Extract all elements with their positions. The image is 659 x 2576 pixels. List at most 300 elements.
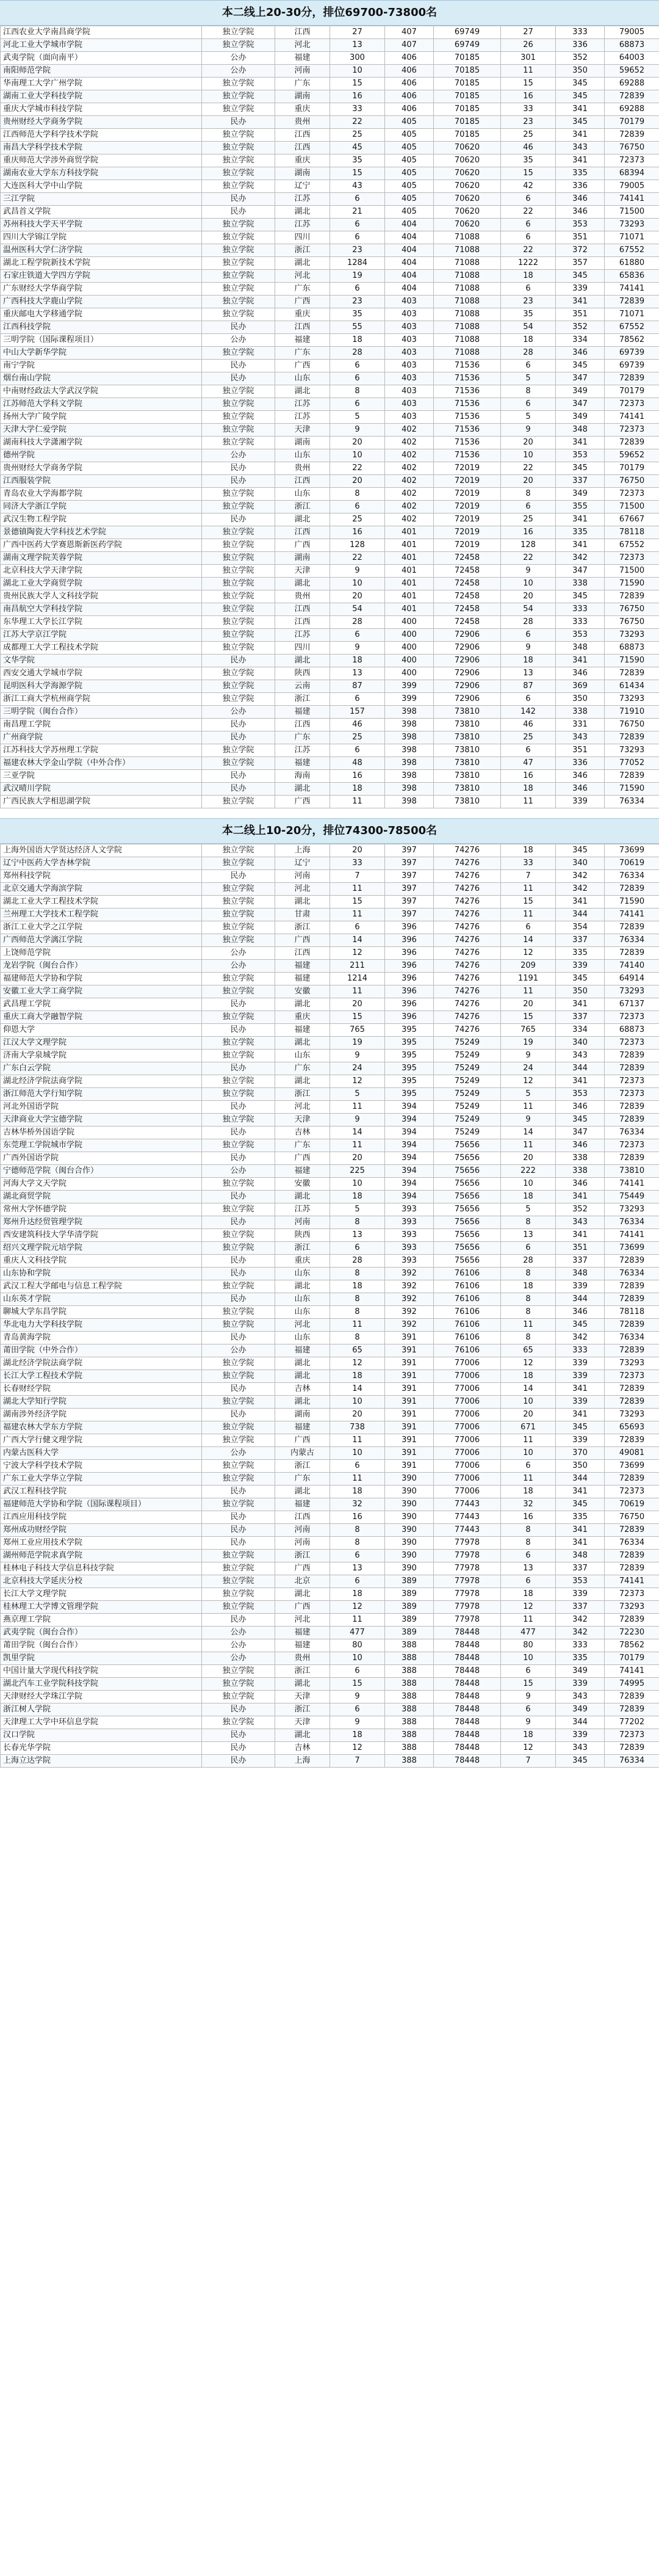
planned-quota-cell: 8 [330,1537,385,1550]
min-rank-cell: 75249 [434,1075,501,1088]
planned-quota-cell: 6 [330,1575,385,1588]
table-row [1,1691,659,1703]
table-row [1,334,659,347]
min-rank-cell: 70185 [434,52,501,65]
school-type-cell: 公办 [202,334,275,347]
planned-quota-cell: 6 [330,1665,385,1678]
avg-score-cell: 357 [556,257,605,270]
table-row [1,998,659,1011]
province-cell: 山东 [275,1268,330,1280]
min-score-cell: 400 [385,629,434,642]
school-name-cell: 武夷学院（面向南平） [1,52,202,65]
avg-rank-cell: 72839 [605,372,659,385]
avg-rank-cell: 72373 [605,1075,659,1088]
min-score-cell: 388 [385,1652,434,1665]
min-rank-cell: 73810 [434,770,501,783]
avg-score-cell: 346 [556,1306,605,1319]
admitted-cell: 20 [501,590,556,603]
avg-rank-cell: 76334 [605,796,659,808]
admitted-cell: 18 [501,334,556,347]
admitted-cell: 14 [501,1383,556,1396]
admitted-cell: 18 [501,844,556,857]
planned-quota-cell: 9 [330,1114,385,1127]
school-type-cell: 独立学院 [202,757,275,770]
school-name-cell: 福建师范大学协和学院（国际课程项目） [1,1498,202,1511]
province-cell: 重庆 [275,103,330,116]
school-type-cell: 民办 [202,193,275,206]
province-cell: 福建 [275,334,330,347]
table-row [1,1319,659,1332]
table-row [1,398,659,411]
min-rank-cell: 70185 [434,65,501,78]
avg-score-cell: 349 [556,385,605,398]
province-cell: 广东 [275,1473,330,1486]
admitted-cell: 18 [501,655,556,667]
school-name-cell: 汉口学院 [1,1729,202,1742]
planned-quota-cell: 6 [330,231,385,244]
min-rank-cell: 77006 [434,1486,501,1498]
province-cell: 海南 [275,770,330,783]
school-type-cell: 独立学院 [202,1319,275,1332]
school-type-cell: 民办 [202,1152,275,1165]
avg-rank-cell: 49081 [605,1447,659,1460]
province-cell: 湖南 [275,437,330,449]
admitted-cell: 15 [501,167,556,180]
table-row [1,1729,659,1742]
min-rank-cell: 78448 [434,1678,501,1691]
admitted-cell: 6 [501,921,556,934]
admitted-cell: 222 [501,1165,556,1178]
admitted-cell: 46 [501,719,556,731]
table-row [1,796,659,808]
table-row [1,1601,659,1614]
avg-score-cell: 337 [556,1601,605,1614]
school-type-cell: 独立学院 [202,488,275,501]
avg-rank-cell: 72839 [605,590,659,603]
admitted-cell: 477 [501,1627,556,1639]
avg-score-cell: 345 [556,116,605,129]
school-name-cell: 江西服装学院 [1,475,202,488]
province-cell: 福建 [275,1639,330,1652]
min-rank-cell: 77006 [434,1473,501,1486]
avg-score-cell: 349 [556,488,605,501]
province-cell: 重庆 [275,154,330,167]
school-type-cell: 独立学院 [202,167,275,180]
province-cell: 福建 [275,757,330,770]
avg-score-cell: 337 [556,475,605,488]
min-score-cell: 394 [385,1152,434,1165]
planned-quota-cell: 15 [330,1011,385,1024]
planned-quota-cell: 11 [330,1319,385,1332]
admitted-cell: 6 [501,193,556,206]
planned-quota-cell: 6 [330,283,385,296]
school-type-cell: 民办 [202,1383,275,1396]
min-score-cell: 402 [385,501,434,513]
min-rank-cell: 75656 [434,1255,501,1268]
min-score-cell: 388 [385,1691,434,1703]
province-cell: 贵州 [275,462,330,475]
min-score-cell: 389 [385,1601,434,1614]
min-rank-cell: 70620 [434,154,501,167]
table-row [1,513,659,526]
school-type-cell: 独立学院 [202,244,275,257]
planned-quota-cell: 18 [330,1729,385,1742]
min-score-cell: 397 [385,896,434,909]
province-cell: 湖北 [275,513,330,526]
school-type-cell: 民办 [202,783,275,796]
province-cell: 福建 [275,1627,330,1639]
admitted-cell: 16 [501,1511,556,1524]
school-name-cell: 江西应用科技学院 [1,1511,202,1524]
min-rank-cell: 78448 [434,1627,501,1639]
avg-score-cell: 339 [556,796,605,808]
avg-rank-cell: 74141 [605,1575,659,1588]
min-rank-cell: 75656 [434,1178,501,1191]
admitted-cell: 26 [501,39,556,52]
planned-quota-cell: 9 [330,1050,385,1062]
table-row [1,193,659,206]
school-type-cell: 独立学院 [202,437,275,449]
avg-score-cell: 336 [556,757,605,770]
province-cell: 广西 [275,296,330,308]
min-score-cell: 389 [385,1575,434,1588]
avg-rank-cell: 71590 [605,783,659,796]
province-cell: 福建 [275,706,330,719]
province-cell: 河北 [275,1614,330,1627]
admitted-cell: 209 [501,960,556,973]
planned-quota-cell: 5 [330,1088,385,1101]
admitted-cell: 22 [501,552,556,565]
min-rank-cell: 75656 [434,1216,501,1229]
planned-quota-cell: 10 [330,1447,385,1460]
table-row [1,1460,659,1473]
min-score-cell: 396 [385,960,434,973]
avg-rank-cell: 73293 [605,693,659,706]
min-rank-cell: 77006 [434,1396,501,1409]
min-rank-cell: 77443 [434,1498,501,1511]
table-row [1,1409,659,1421]
avg-rank-cell: 72839 [605,1280,659,1293]
avg-rank-cell: 73293 [605,1357,659,1370]
avg-score-cell: 346 [556,193,605,206]
min-rank-cell: 72458 [434,552,501,565]
province-cell: 山东 [275,1332,330,1344]
avg-score-cell: 337 [556,1011,605,1024]
admitted-cell: 8 [501,385,556,398]
school-name-cell: 青岛黄海学院 [1,1332,202,1344]
school-name-cell: 辽宁中医药大学杏林学院 [1,857,202,870]
avg-rank-cell: 73699 [605,844,659,857]
school-name-cell: 湖北工业大学商贸学院 [1,578,202,590]
avg-score-cell: 341 [556,1537,605,1550]
min-score-cell: 395 [385,1037,434,1050]
min-score-cell: 392 [385,1268,434,1280]
avg-rank-cell: 73699 [605,1460,659,1473]
avg-score-cell: 333 [556,616,605,629]
planned-quota-cell: 20 [330,437,385,449]
min-score-cell: 388 [385,1665,434,1678]
avg-rank-cell: 74141 [605,909,659,921]
school-name-cell: 湖南工业大学科技学院 [1,90,202,103]
school-name-cell: 天津商业大学宝德学院 [1,1114,202,1127]
province-cell: 广西 [275,360,330,372]
avg-rank-cell: 72839 [605,1344,659,1357]
min-score-cell: 393 [385,1255,434,1268]
min-rank-cell: 71536 [434,372,501,385]
min-score-cell: 399 [385,680,434,693]
table-row [1,1062,659,1075]
avg-rank-cell: 72839 [605,947,659,960]
school-type-cell: 独立学院 [202,1601,275,1614]
planned-quota-cell: 65 [330,1344,385,1357]
table-row [1,270,659,283]
admitted-cell: 6 [501,693,556,706]
min-score-cell: 388 [385,1678,434,1691]
province-cell: 江西 [275,947,330,960]
planned-quota-cell: 16 [330,90,385,103]
avg-score-cell: 342 [556,883,605,896]
school-name-cell: 贵州民族大学人文科技学院 [1,590,202,603]
table-row [1,360,659,372]
avg-rank-cell: 68873 [605,642,659,655]
avg-score-cell: 346 [556,783,605,796]
admitted-cell: 25 [501,129,556,142]
table-row [1,693,659,706]
avg-rank-cell: 72839 [605,921,659,934]
province-cell: 重庆 [275,1011,330,1024]
admitted-cell: 6 [501,231,556,244]
admitted-cell: 10 [501,1396,556,1409]
avg-rank-cell: 69288 [605,103,659,116]
table-row [1,475,659,488]
province-cell: 浙江 [275,1460,330,1473]
admitted-cell: 46 [501,142,556,154]
province-cell: 河北 [275,883,330,896]
min-rank-cell: 77978 [434,1537,501,1550]
avg-score-cell: 354 [556,921,605,934]
min-score-cell: 401 [385,590,434,603]
avg-rank-cell: 69739 [605,347,659,360]
min-rank-cell: 76106 [434,1280,501,1293]
province-cell: 浙江 [275,244,330,257]
table-row [1,1755,659,1768]
table-row [1,1268,659,1280]
min-rank-cell: 71536 [434,424,501,437]
planned-quota-cell: 11 [330,909,385,921]
avg-rank-cell: 72839 [605,1255,659,1268]
min-rank-cell: 74276 [434,934,501,947]
admitted-cell: 9 [501,1716,556,1729]
table-row [1,231,659,244]
school-type-cell: 独立学院 [202,590,275,603]
school-type-cell: 独立学院 [202,1178,275,1191]
school-type-cell: 独立学院 [202,1575,275,1588]
province-cell: 广西 [275,1601,330,1614]
province-cell: 江西 [275,719,330,731]
school-type-cell: 独立学院 [202,1229,275,1242]
table-row [1,1383,659,1396]
province-cell: 广东 [275,1062,330,1075]
planned-quota-cell: 54 [330,603,385,616]
table-row [1,501,659,513]
planned-quota-cell: 9 [330,642,385,655]
min-rank-cell: 77978 [434,1550,501,1562]
min-rank-cell: 70620 [434,167,501,180]
province-cell: 浙江 [275,1703,330,1716]
province-cell: 湖北 [275,1191,330,1203]
school-type-cell: 独立学院 [202,1678,275,1691]
planned-quota-cell: 18 [330,1370,385,1383]
avg-rank-cell: 77052 [605,757,659,770]
avg-rank-cell: 76334 [605,934,659,947]
planned-quota-cell: 22 [330,552,385,565]
province-cell: 浙江 [275,501,330,513]
province-cell: 江苏 [275,411,330,424]
avg-rank-cell: 70179 [605,116,659,129]
admitted-cell: 6 [501,744,556,757]
min-score-cell: 405 [385,154,434,167]
min-score-cell: 396 [385,921,434,934]
table-row [1,129,659,142]
school-name-cell: 湖北经济学院法商学院 [1,1075,202,1088]
avg-rank-cell: 72373 [605,424,659,437]
school-name-cell: 石家庄铁道大学四方学院 [1,270,202,283]
school-type-cell: 民办 [202,1755,275,1768]
avg-rank-cell: 72839 [605,731,659,744]
min-rank-cell: 71088 [434,270,501,283]
admitted-cell: 142 [501,706,556,719]
admitted-cell: 128 [501,539,556,552]
planned-quota-cell: 35 [330,308,385,321]
province-cell: 江苏 [275,219,330,231]
school-type-cell: 民办 [202,1409,275,1421]
school-name-cell: 南昌航空大学科技学院 [1,603,202,616]
school-name-cell: 湖南农业大学东方科技学院 [1,167,202,180]
min-rank-cell: 74276 [434,909,501,921]
min-rank-cell: 71536 [434,411,501,424]
min-score-cell: 398 [385,770,434,783]
avg-score-cell: 344 [556,1293,605,1306]
min-score-cell: 394 [385,1191,434,1203]
min-score-cell: 405 [385,167,434,180]
min-score-cell: 400 [385,642,434,655]
school-type-cell: 独立学院 [202,565,275,578]
min-rank-cell: 72458 [434,616,501,629]
admitted-cell: 8 [501,1524,556,1537]
province-cell: 云南 [275,680,330,693]
min-score-cell: 395 [385,1024,434,1037]
province-cell: 湖北 [275,896,330,909]
planned-quota-cell: 22 [330,116,385,129]
min-score-cell: 402 [385,449,434,462]
avg-rank-cell: 76334 [605,1332,659,1344]
school-name-cell: 广西科技大学鹿山学院 [1,296,202,308]
school-type-cell: 公办 [202,52,275,65]
province-cell: 重庆 [275,308,330,321]
school-type-cell: 独立学院 [202,526,275,539]
avg-rank-cell: 76334 [605,1216,659,1229]
min-rank-cell: 71088 [434,296,501,308]
province-cell: 湖北 [275,655,330,667]
min-score-cell: 405 [385,116,434,129]
table-row [1,896,659,909]
school-name-cell: 福建农林大学东方学院 [1,1421,202,1434]
avg-rank-cell: 72839 [605,1562,659,1575]
school-type-cell: 独立学院 [202,1716,275,1729]
table-row [1,1652,659,1665]
min-rank-cell: 77978 [434,1562,501,1575]
avg-rank-cell: 77202 [605,1716,659,1729]
province-cell: 贵州 [275,1652,330,1665]
min-rank-cell: 71088 [434,347,501,360]
school-type-cell: 民办 [202,1127,275,1139]
admitted-cell: 18 [501,1280,556,1293]
admitted-cell: 1222 [501,257,556,270]
avg-rank-cell: 65693 [605,1421,659,1434]
table-row [1,655,659,667]
school-type-cell: 独立学院 [202,616,275,629]
province-cell: 浙江 [275,1242,330,1255]
table-row [1,283,659,296]
table-row [1,116,659,129]
table-row [1,629,659,642]
min-score-cell: 404 [385,283,434,296]
avg-rank-cell: 61880 [605,257,659,270]
min-rank-cell: 73810 [434,744,501,757]
table-row [1,244,659,257]
table-row [1,488,659,501]
avg-rank-cell: 73293 [605,1203,659,1216]
avg-score-cell: 341 [556,296,605,308]
school-name-cell: 长春光华学院 [1,1742,202,1755]
min-rank-cell: 71536 [434,385,501,398]
school-name-cell: 内蒙古医科大学 [1,1447,202,1460]
province-cell: 辽宁 [275,180,330,193]
planned-quota-cell: 33 [330,857,385,870]
school-type-cell: 独立学院 [202,1139,275,1152]
province-cell: 江西 [275,129,330,142]
admitted-cell: 6 [501,629,556,642]
min-rank-cell: 71088 [434,308,501,321]
min-rank-cell: 78448 [434,1665,501,1678]
school-type-cell: 公办 [202,947,275,960]
min-score-cell: 396 [385,985,434,998]
planned-quota-cell: 6 [330,1460,385,1473]
table-row [1,90,659,103]
avg-score-cell: 339 [556,1434,605,1447]
school-name-cell: 郑州升达经贸管理学院 [1,1216,202,1229]
admitted-cell: 80 [501,1639,556,1652]
avg-score-cell: 341 [556,1075,605,1088]
avg-score-cell: 341 [556,513,605,526]
min-score-cell: 391 [385,1434,434,1447]
admitted-cell: 9 [501,565,556,578]
min-rank-cell: 71088 [434,283,501,296]
min-rank-cell: 75249 [434,1062,501,1075]
avg-score-cell: 341 [556,896,605,909]
province-cell: 河北 [275,270,330,283]
planned-quota-cell: 5 [330,1203,385,1216]
planned-quota-cell: 55 [330,321,385,334]
school-name-cell: 吉林华桥外国语学院 [1,1127,202,1139]
min-rank-cell: 74276 [434,883,501,896]
avg-rank-cell: 72839 [605,1742,659,1755]
avg-score-cell: 348 [556,1550,605,1562]
planned-quota-cell: 10 [330,1396,385,1409]
school-type-cell: 民办 [202,1101,275,1114]
province-cell: 江西 [275,616,330,629]
province-cell: 天津 [275,1691,330,1703]
